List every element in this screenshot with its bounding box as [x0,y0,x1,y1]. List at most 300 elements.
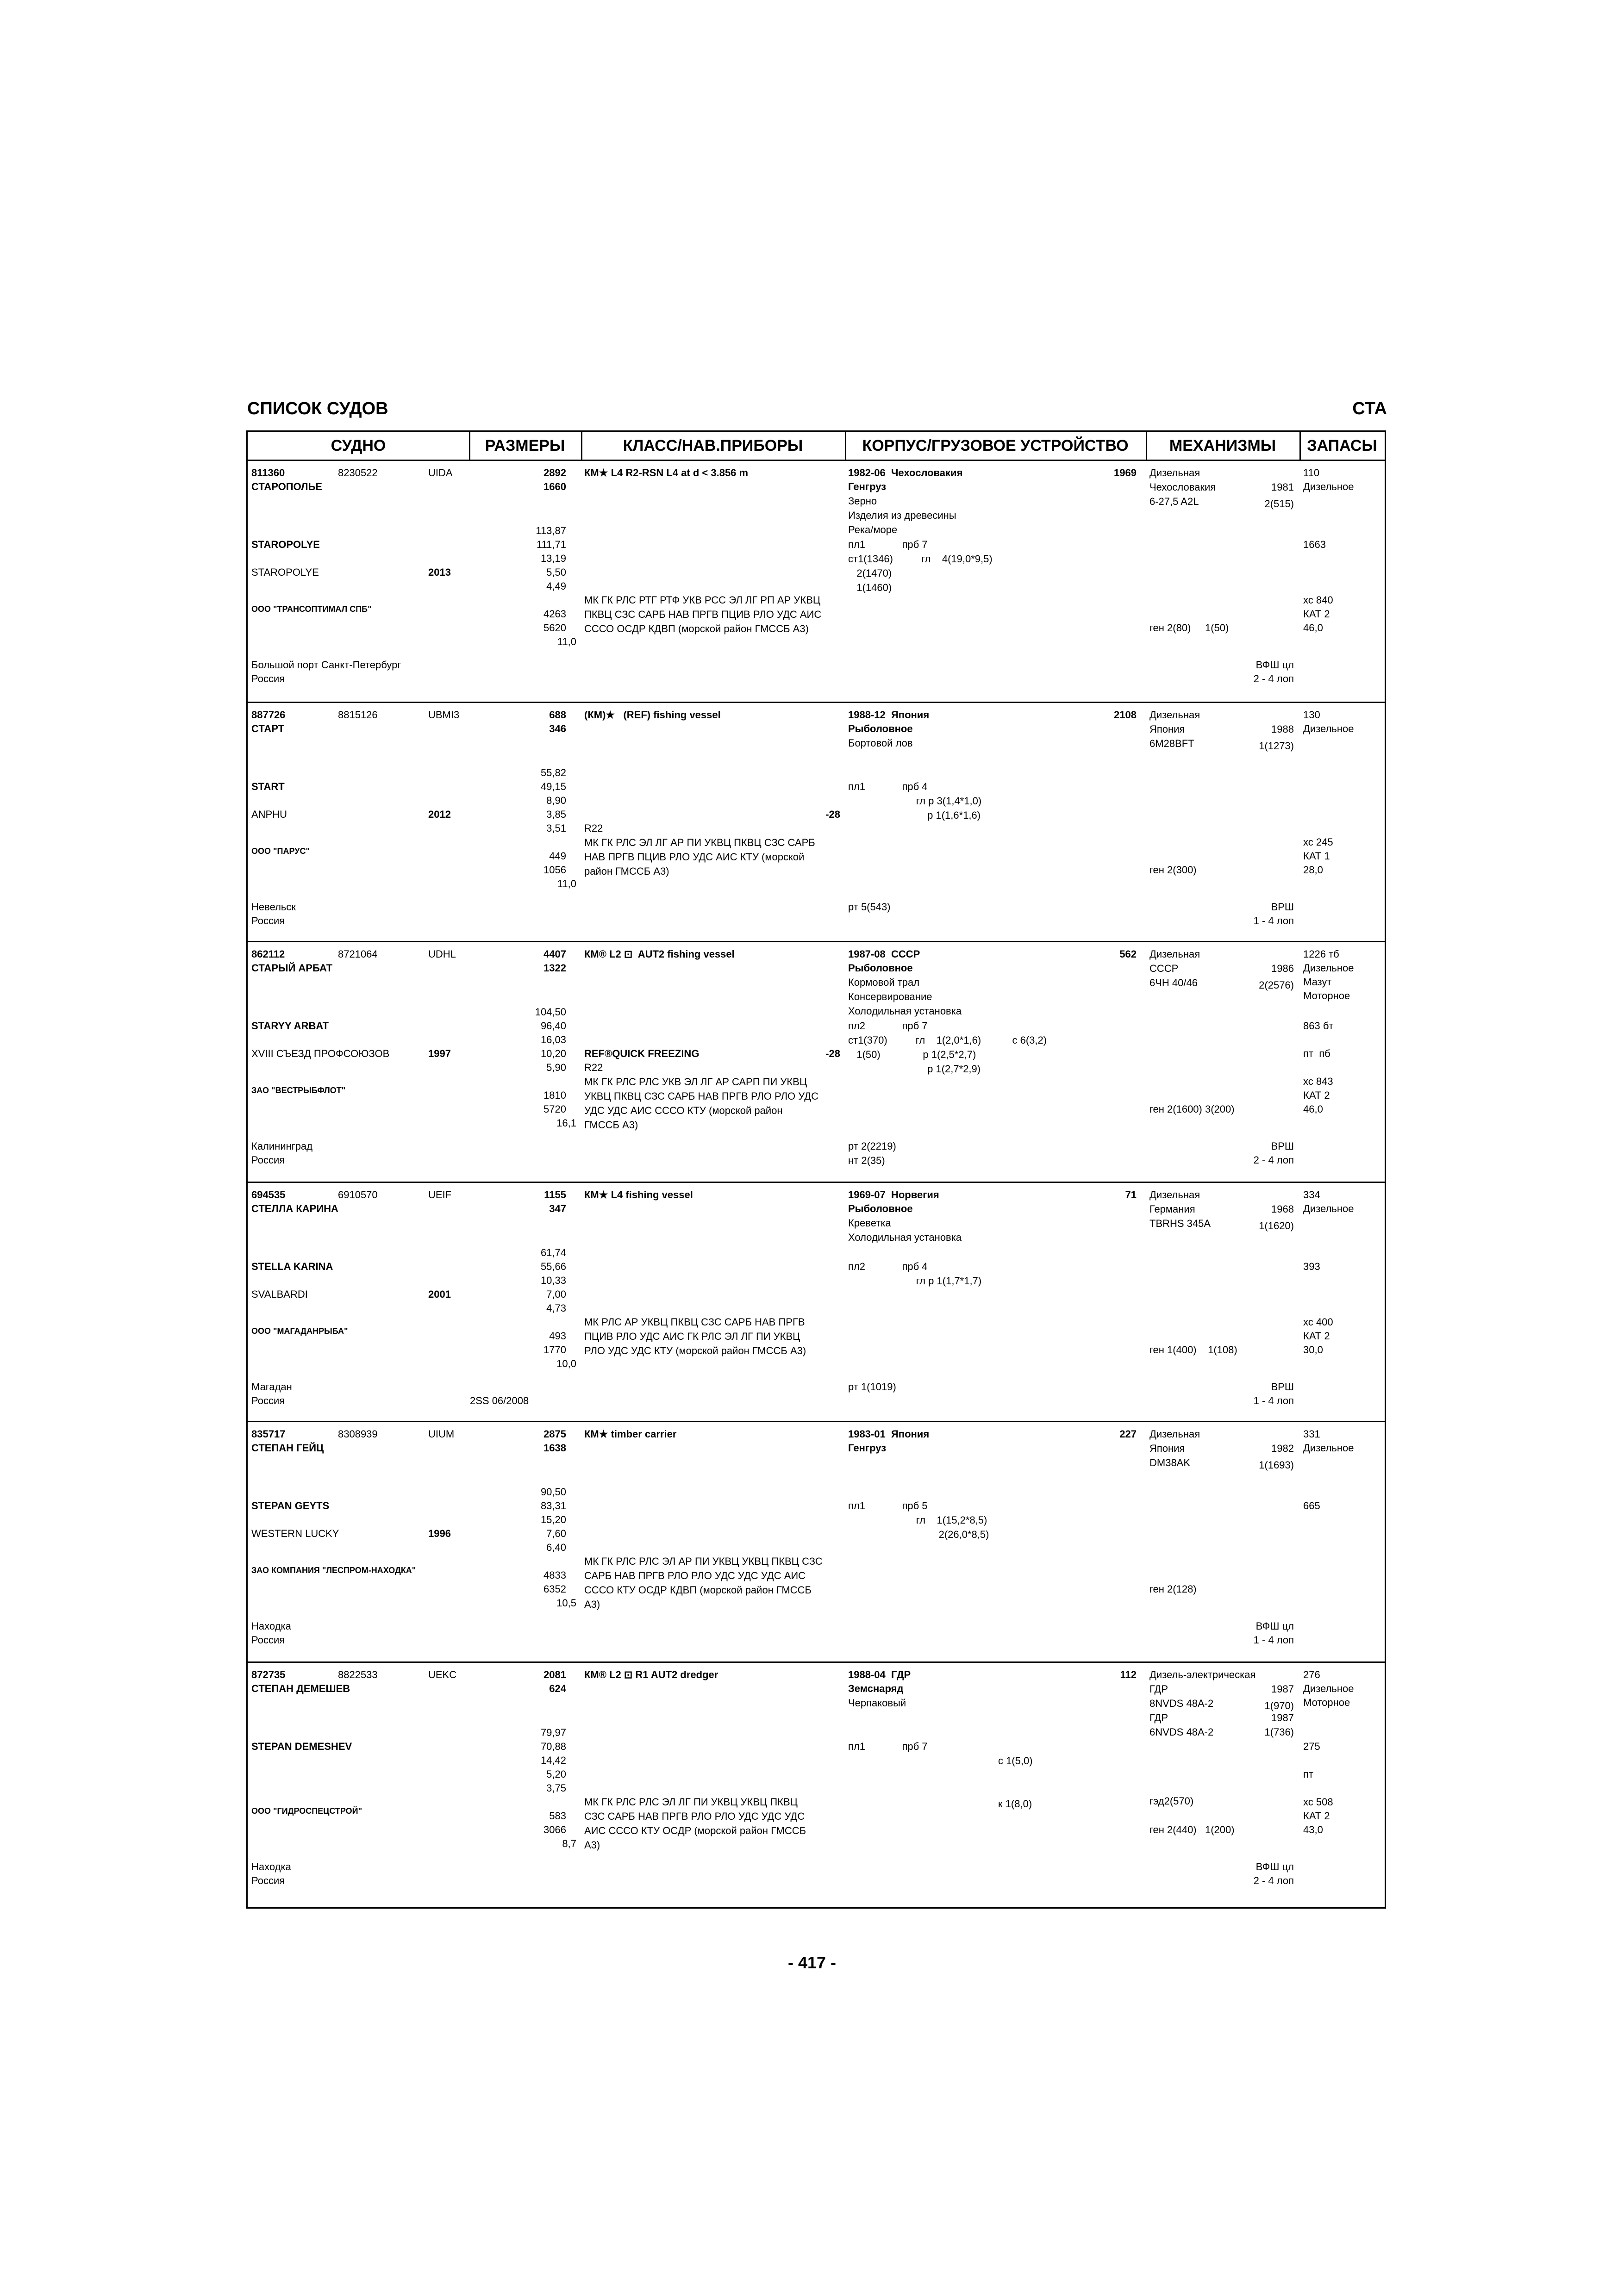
dimension-value: 104,50 [535,1006,566,1018]
ship-owner: ООО "ГИДРОСПЕЦСТРОЙ" [251,1806,362,1816]
hull-type-line: Генгруз [848,481,887,492]
hull-type-line: Земснаряд [848,1683,904,1694]
flag-state: Россия [251,1634,285,1646]
propeller-blades: 2 - 4 лоп [1253,1875,1294,1886]
dimension-value: 3,51 [546,822,566,834]
hull-type-line: Река/море [848,524,898,535]
nav-equipment-line: А3) [584,1839,600,1851]
supply-value: Моторное [1303,1697,1350,1708]
generator-line: ген 2(128) [1149,1583,1197,1595]
page-number: - 417 - [787,1953,837,1972]
dimension-value: 493 [549,1330,566,1342]
dimension-value: 7,60 [546,1528,566,1539]
dimension-value: 111,71 [536,539,566,550]
dimension-value: 8,7 [562,1838,576,1849]
former-name: XVIII СЪЕЗД ПРОФСОЮЗОВ [251,1048,390,1059]
dimension-value: 5,90 [546,1062,566,1073]
propeller-type: ВРШ [1271,1140,1294,1152]
class-notation: КМ® L2 ⊡ R1 AUT2 dredger [584,1669,718,1680]
tank-info-line: рт 1(1019) [848,1381,896,1393]
supply-value: 275 [1303,1741,1320,1752]
dimension-value: 16,1 [556,1117,576,1129]
dimension-value: 113,87 [536,525,566,536]
dimension-value: 5720 [543,1103,566,1115]
ship-name: СТАРОПОЛЬЕ [251,481,323,492]
generator-line: гэд2(570) [1149,1795,1194,1807]
column-divider [845,432,846,460]
machinery-line: Дизель-электрическая [1149,1669,1256,1680]
dimension-value: 96,40 [540,1020,566,1032]
register-number: 887726 [251,709,286,721]
supply-value: хс 245 [1303,836,1333,848]
dimension-value: 6352 [543,1583,566,1595]
dimension-value: 15,20 [540,1514,566,1525]
renamed-year: 1997 [428,1048,451,1059]
machinery-line: 6M28BFT [1149,738,1194,749]
hull-type-line: Холодильная установка [848,1232,962,1243]
yard-number: 562 [1119,948,1137,960]
nav-equipment-line: МК РЛС АР УКВЦ ПКВЦ СЗС САРБ НАВ ПРГВ [584,1316,805,1328]
nav-equipment-line: R22 [584,1062,603,1073]
propeller-blades: 1 - 4 лоп [1253,1395,1294,1406]
dimension-value: 4,73 [546,1302,566,1314]
machinery-line: Дизельная [1149,709,1200,721]
ship-name-latin: START [251,781,285,792]
yard-number: 2108 [1114,709,1137,721]
dimension-value: 11,0 [557,878,576,890]
machinery-value: 1987 [1271,1683,1294,1695]
dimension-value: 583 [549,1810,566,1822]
supply-value: 1663 [1303,539,1326,550]
home-port: Находка [251,1861,291,1873]
cargo-gear-line: пл1 прб 7 [848,539,928,550]
supply-value: хс 840 [1303,594,1333,606]
dimension-value: 347 [549,1203,566,1214]
cargo-gear-line: 1(1460) [848,582,892,593]
machinery-value: 1982 [1271,1443,1294,1454]
imo-number: 8815126 [338,709,378,721]
nav-equipment-line: ГМССБ А3) [584,1119,638,1131]
ship-entry [248,1421,1385,1663]
machinery-value: 1(1273) [1259,740,1294,752]
ship-entry [248,1661,1385,1910]
machinery-line: 6-27,5 A2L [1149,496,1199,507]
dimension-value: 1322 [543,962,566,974]
supply-value: Дизельное [1303,1442,1354,1454]
class-notation: КМ★ timber carrier [584,1428,677,1440]
cargo-gear-line: пл2 прб 7 [848,1020,928,1032]
generator-line: ген 2(300) [1149,864,1197,876]
imo-number: 8308939 [338,1428,378,1440]
dimension-value: 90,50 [540,1486,566,1498]
supply-value: 1226 тб [1303,948,1339,960]
imo-number: 6910570 [338,1189,378,1201]
ship-register-table [246,430,1386,1909]
page-header-left: СПИСОК СУДОВ [247,399,388,418]
supply-value: хс 400 [1303,1316,1333,1328]
ship-name: СТАРТ [251,723,285,734]
build-info: 1988-12 Япония [848,709,930,721]
former-name: STAROPOLYE [251,566,319,578]
hull-type-line: Бортовой лов [848,737,913,749]
build-info: 1983-01 Япония [848,1428,930,1440]
dimension-value: 4407 [543,948,566,960]
page-header-right: СТА [1352,399,1387,418]
supply-value: 393 [1303,1261,1320,1272]
supply-value: 43,0 [1303,1824,1323,1836]
renamed-year: 2001 [428,1288,451,1300]
cargo-gear-line: с 1(5,0) [848,1755,1033,1767]
flag-state: Россия [251,915,285,927]
generator-line: ген 2(440) 1(200) [1149,1824,1235,1836]
call-sign: UEKC [428,1669,457,1680]
imo-number: 8822533 [338,1669,378,1680]
supply-value: Дизельное [1303,481,1354,492]
former-name: WESTERN LUCKY [251,1528,339,1539]
supply-value: Моторное [1303,990,1350,1002]
supply-value: Дизельное [1303,1683,1354,1694]
machinery-value: 2(515) [1264,498,1294,510]
cargo-gear-line: пл2 прб 4 [848,1261,928,1272]
register-number: 835717 [251,1428,286,1440]
dimension-value: 7,00 [546,1288,566,1300]
generator-line: ген 1(400) 1(108) [1149,1344,1237,1356]
nav-equipment-line: РЛО УДС УДС КТУ (морской район ГМССБ А3) [584,1345,806,1356]
hull-type-line: Кормовой трал [848,977,920,988]
dimension-value: 1810 [543,1089,566,1101]
dimension-value: 14,42 [540,1755,566,1766]
ship-owner: ЗАО КОМПАНИЯ "ЛЕСПРОМ-НАХОДКА" [251,1566,416,1575]
supply-value: КАТ 2 [1303,1810,1330,1822]
column-header-supplies: ЗАПАСЫ [1307,437,1377,454]
column-divider [1146,432,1147,460]
nav-equipment-line: АИС СССО КТУ ОСДР (морской район ГМССБ [584,1825,806,1836]
call-sign: UEIF [428,1189,452,1201]
column-divider [581,432,582,460]
machinery-line: СССР [1149,963,1179,974]
dimension-value: 624 [549,1683,566,1694]
machinery-value: 1(970) [1264,1700,1294,1711]
home-port: Магадан [251,1381,292,1393]
nav-equipment-line: СССО ОСДР КДВП (морской район ГМССБ А3) [584,623,809,635]
cargo-gear-line: р 1(2,7*2,9) [848,1063,981,1075]
home-port: Калининград [251,1140,313,1152]
class-extra-notation: REF®QUICK FREEZING [584,1048,700,1059]
column-header-class: КЛАСС/НАВ.ПРИБОРЫ [623,437,803,454]
column-header-machinery: МЕХАНИЗМЫ [1169,437,1276,454]
ship-owner: ООО "МАГАДАНРЫБА" [251,1326,348,1336]
propeller-type: ВФШ цл [1255,1861,1294,1873]
machinery-value: 1981 [1271,481,1294,493]
tank-info-line: рт 5(543) [848,901,891,913]
flag-state: Россия [251,1154,285,1166]
machinery-value: 1(1693) [1259,1459,1294,1471]
nav-equipment-line: МК ГК РЛС РЛС ЭЛ АР ПИ УКВЦ УКВЦ ПКВЦ СЗС [584,1556,823,1567]
build-info: 1987-08 СССР [848,948,920,960]
dimension-value: 13,19 [540,553,566,564]
machinery-value: 1(1620) [1259,1220,1294,1232]
flag-state: Россия [251,1395,285,1406]
yard-number: 227 [1119,1428,1137,1440]
renamed-year: 1996 [428,1528,451,1539]
machinery-line: Дизельная [1149,1189,1200,1201]
dimension-value: 1155 [544,1189,566,1201]
propeller-blades: 1 - 4 лоп [1253,915,1294,927]
dimension-value: 10,33 [540,1275,566,1286]
dimension-value: 61,74 [540,1247,566,1258]
call-sign: UIUM [428,1428,455,1440]
supply-value: хс 508 [1303,1796,1333,1808]
register-number: 811360 [251,467,285,479]
cargo-gear-line: 2(26,0*8,5) [848,1529,989,1540]
cargo-gear-line: гл р 3(1,4*1,0) [848,795,982,807]
yard-number: 71 [1125,1189,1137,1201]
nav-equipment-line: МК ГК РЛС РЛС ЭЛ ЛГ ПИ УКВЦ УКВЦ ПКВЦ [584,1796,798,1808]
column-header-dimensions: РАЗМЕРЫ [485,437,565,454]
supply-value: КАТ 2 [1303,1330,1330,1342]
machinery-value: 1(736) [1264,1726,1294,1738]
propeller-blades: 1 - 4 лоп [1253,1634,1294,1646]
dimension-value: 449 [549,850,566,862]
former-name: SVALBARDI [251,1288,308,1300]
supply-value: 110 [1303,467,1320,479]
nav-equipment-line: ПКВЦ СЗС САРБ НАВ ПРГВ ПЦИВ РЛО УДС АИС [584,609,822,620]
machinery-value: 1968 [1271,1203,1294,1215]
cargo-gear-line: 2(1470) [848,567,892,579]
supply-value: 46,0 [1303,622,1323,634]
nav-equipment-line: МК ГК РЛС РТГ РТФ УКВ РСС ЭЛ ЛГ РП АР УКВЦ [584,594,821,606]
machinery-line: Япония [1149,1443,1185,1454]
ship-name: СТЕПАН ДЕМЕШЕВ [251,1683,350,1694]
hull-type-line: Изделия из древесины [848,510,956,521]
register-number: 694535 [251,1189,286,1201]
dimension-value: 55,82 [540,767,566,778]
dimension-value: 11,0 [557,636,576,647]
renamed-year: 2013 [428,566,451,578]
dimension-value: 2875 [543,1428,566,1440]
dimension-value: 5,50 [546,566,566,578]
dimension-value: 688 [549,709,566,721]
propeller-type: ВРШ [1271,1381,1294,1393]
yard-number: 112 [1120,1669,1137,1680]
ship-name-latin: STEPAN GEYTS [251,1500,330,1512]
renamed-year: 2012 [428,809,451,820]
dimension-value: 2892 [543,467,566,479]
class-notation: (КМ)★ (REF) fishing vessel [584,709,721,721]
column-header-hull: КОРПУС/ГРУЗОВОЕ УСТРОЙСТВО [862,437,1129,454]
nav-equipment-line: А3) [584,1599,600,1610]
nav-equipment-line: ПЦИВ РЛО УДС АИС ГК РЛС ЭЛ ЛГ ПИ УКВЦ [584,1331,800,1342]
ship-entry [248,461,1385,702]
machinery-line: 6ЧН 40/46 [1149,977,1198,989]
hull-type-line: Креветка [848,1217,891,1229]
machinery-line: ГДР [1149,1683,1168,1695]
hull-type-line: Рыболовное [848,962,913,974]
register-number: 872735 [251,1669,286,1680]
supply-value: 276 [1303,1669,1320,1680]
supply-value: 30,0 [1303,1344,1323,1356]
nav-equipment-line: САРБ НАВ ПРГВ РЛО РЛО УДС УДС УДС АИС [584,1570,806,1581]
cargo-gear-line: гл р 1(1,7*1,7) [848,1275,982,1287]
propeller-type: ВФШ цл [1255,659,1294,671]
ship-name: СТЕЛЛА КАРИНА [251,1203,338,1214]
machinery-value: 1987 [1271,1712,1294,1724]
hull-type-line: Консервирование [848,991,932,1002]
supply-value: 130 [1303,709,1320,721]
build-info: 1982-06 Чехословакия [848,467,963,479]
dimension-value: 16,03 [540,1034,566,1045]
dimension-value: 83,31 [540,1500,566,1512]
call-sign: UIDA [428,467,453,479]
former-name: ANPHU [251,809,287,820]
supply-value: 46,0 [1303,1103,1323,1115]
ship-name-latin: STELLA KARINA [251,1261,333,1272]
column-header-ship: СУДНО [331,437,386,454]
cargo-gear-line: ст1(370) гл 1(2,0*1,6) с 6(3,2) [848,1034,1047,1046]
machinery-line: 6NVDS 48A-2 [1149,1726,1214,1738]
dimension-value: 3,85 [546,809,566,820]
dimension-value: 5620 [543,622,566,634]
nav-equipment-line: СЗС САРБ НАВ ПРГВ РЛО РЛО УДС УДС УДС [584,1811,805,1822]
machinery-line: Япония [1149,723,1185,735]
ship-name-latin: STAROPOLYE [251,539,320,550]
supply-value: КАТ 2 [1303,1089,1330,1101]
hull-type-line: Рыболовное [848,723,913,734]
ship-name-latin: STARYY ARBAT [251,1020,329,1032]
dimension-value: 1638 [543,1442,566,1454]
machinery-line: TBRHS 345A [1149,1218,1211,1229]
dimension-value: 10,5 [556,1597,576,1609]
supply-value: Дизельное [1303,962,1354,974]
ship-entry [248,702,1385,942]
supply-value: Дизельное [1303,1203,1354,1214]
yard-number: 1969 [1114,467,1137,479]
class-notation: КМ® L2 ⊡ AUT2 fishing vessel [584,948,735,960]
machinery-line: Дизельная [1149,948,1200,960]
dimension-value: 1056 [543,864,566,876]
dimension-value: 70,88 [540,1741,566,1752]
supply-value: пт пб [1303,1048,1330,1059]
flag-state: Россия [251,673,285,684]
supply-value: хс 843 [1303,1076,1333,1087]
cargo-gear-line: пл1 прб 7 [848,1741,928,1752]
nav-equipment-line: СССО КТУ ОСДР КДВП (морской район ГМССБ [584,1584,812,1596]
nav-equipment-line: НАВ ПРГВ ПЦИВ РЛО УДС АИС КТУ (морской [584,851,805,863]
call-sign: UDHL [428,948,456,960]
machinery-value: 1986 [1271,963,1294,974]
propeller-blades: 2 - 4 лоп [1253,673,1294,684]
column-divider [469,432,470,460]
propeller-type: ВРШ [1271,901,1294,913]
machinery-value: 2(2576) [1259,979,1294,991]
machinery-line: Дизельная [1149,1428,1200,1440]
dimension-value: 49,15 [540,781,566,792]
home-port: Находка [251,1620,291,1632]
ship-entry [248,941,1385,1183]
dimension-value: 4,49 [546,580,566,592]
supply-value: Дизельное [1303,723,1354,734]
home-port: Невельск [251,901,296,913]
dimension-value: 8,90 [546,795,566,806]
dimension-value: 1770 [543,1344,566,1356]
hull-type-line: Холодильная установка [848,1005,962,1017]
cargo-gear-line: р 1(1,6*1,6) [848,809,981,821]
dimension-value: 3,75 [546,1782,566,1794]
hull-type-line: Генгруз [848,1442,887,1454]
flag-state: Россия [251,1875,285,1886]
ship-owner: ЗАО "ВЕСТРЫБФЛОТ" [251,1086,346,1095]
supply-value: 331 [1303,1428,1320,1440]
nav-equipment-line: R22 [584,822,603,834]
nav-equipment-line: МК ГК РЛС ЭЛ ЛГ АР ПИ УКВЦ ПКВЦ СЗС САРБ [584,837,815,848]
dimension-value: 1660 [543,481,566,492]
class-notation: КМ★ L4 fishing vessel [584,1189,693,1201]
register-number: 862112 [251,948,285,960]
ship-name: СТАРЫЙ АРБАТ [251,962,333,974]
dimension-value: 55,66 [540,1261,566,1272]
ice-temperature: -28 [825,1048,840,1059]
cargo-gear-line: пл1 прб 4 [848,781,928,792]
dimension-value: 4263 [543,608,566,620]
cargo-gear-line: 1(50) р 1(2,5*2,7) [848,1049,976,1060]
nav-equipment-line: УКВЦ ПКВЦ СЗС САРБ НАВ ПРГВ РЛО РЛО УДС [584,1090,819,1102]
ship-owner: ООО "ПАРУС" [251,846,310,856]
tank-info-line: рт 2(2219) [848,1140,896,1152]
survey-note: 2SS 06/2008 [470,1395,529,1406]
generator-line: ген 2(80) 1(50) [1149,622,1229,634]
nav-equipment-line: УДС УДС АИС СССО КТУ (морской район [584,1105,783,1116]
dimension-value: 6,40 [546,1542,566,1553]
ship-name-latin: STEPAN DEMESHEV [251,1741,352,1752]
machinery-value: 1988 [1271,723,1294,735]
machinery-line: Дизельная [1149,467,1200,479]
dimension-value: 3066 [543,1824,566,1836]
column-divider [1299,432,1301,460]
dimension-value: 346 [549,723,566,734]
supply-value: 665 [1303,1500,1320,1512]
cargo-gear-line: гл 1(15,2*8,5) [848,1514,987,1526]
call-sign: UBMI3 [428,709,460,721]
machinery-line: Германия [1149,1203,1195,1215]
supply-value: 863 бт [1303,1020,1334,1032]
cargo-gear-line: к 1(8,0) [848,1798,1032,1810]
machinery-line: ГДР [1149,1712,1168,1724]
imo-number: 8721064 [338,948,378,960]
supply-value: КАТ 1 [1303,850,1330,862]
imo-number: 8230522 [338,467,378,479]
dimension-value: 2081 [543,1669,566,1680]
class-notation: КМ★ L4 R2-RSN L4 at d < 3.856 m [584,467,749,479]
dimension-value: 10,20 [540,1048,566,1059]
machinery-line: DM38AK [1149,1457,1191,1468]
dimension-value: 4833 [543,1569,566,1581]
ice-temperature: -28 [825,809,840,820]
supply-value: 28,0 [1303,864,1323,876]
cargo-gear-line: ст1(1346) гл 4(19,0*9,5) [848,553,993,565]
dimension-value: 79,97 [540,1727,566,1738]
hull-type-line: Рыболовное [848,1203,913,1214]
supply-value: пт [1303,1768,1313,1780]
ship-name: СТЕПАН ГЕЙЦ [251,1442,324,1454]
dimension-value: 5,20 [546,1768,566,1780]
ship-entry [248,1182,1385,1422]
home-port: Большой порт Санкт-Петербург [251,659,401,671]
supply-value: Мазут [1303,976,1332,988]
build-info: 1988-04 ГДР [848,1669,911,1680]
ship-owner: ООО "ТРАНСОПТИМАЛ СПБ" [251,604,372,614]
propeller-blades: 2 - 4 лоп [1253,1154,1294,1166]
machinery-line: Чехословакия [1149,481,1216,493]
